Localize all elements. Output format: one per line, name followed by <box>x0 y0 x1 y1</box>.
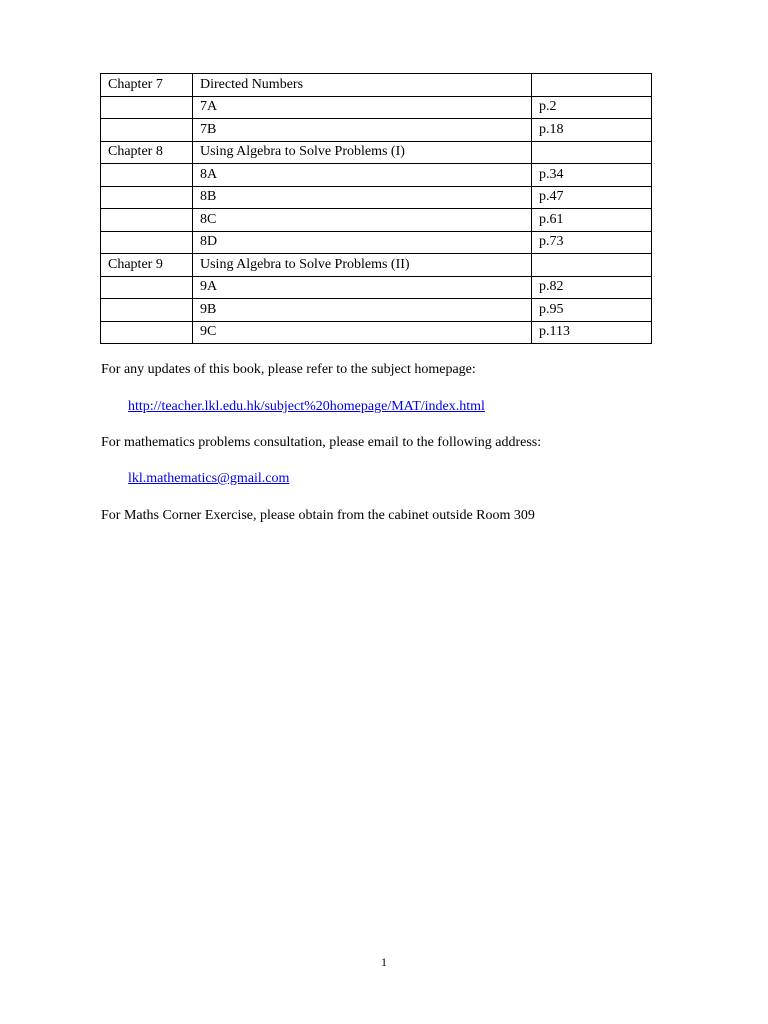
chapter-cell <box>101 209 193 232</box>
chapter-cell <box>101 119 193 142</box>
chapter-cell <box>101 299 193 322</box>
section-title-cell: 8D <box>193 231 532 254</box>
page-ref-cell: p.34 <box>532 164 652 187</box>
chapter-cell <box>101 321 193 344</box>
table-row <box>101 96 652 119</box>
subject-homepage-link[interactable]: http://teacher.lkl.edu.hk/subject%20homepage/MAT/index.html <box>128 399 485 414</box>
page-ref-cell: p.47 <box>532 186 652 209</box>
page-ref-cell <box>532 141 652 164</box>
chapter-contents-table <box>100 73 652 344</box>
table-row <box>101 141 652 164</box>
table-row <box>101 231 652 254</box>
chapter-cell <box>101 186 193 209</box>
page-ref-cell <box>532 74 652 97</box>
updates-note: For any updates of this book, please refer to the subject homepage: <box>101 362 476 377</box>
table-row <box>101 74 652 97</box>
page-ref-cell: p.18 <box>532 119 652 142</box>
table-row <box>101 254 652 277</box>
section-title-cell: Using Algebra to Solve Problems (II) <box>193 254 532 277</box>
chapter-cell: Chapter 9 <box>101 254 193 277</box>
consultation-note: For mathematics problems consultation, please email to the following address: <box>101 435 542 450</box>
section-title-cell: Directed Numbers <box>193 74 532 97</box>
section-title-cell: 8C <box>193 209 532 232</box>
chapter-cell: Chapter 8 <box>101 141 193 164</box>
table-row <box>101 119 652 142</box>
table-row <box>101 299 652 322</box>
section-title-cell: 9C <box>193 321 532 344</box>
section-title-cell: 7B <box>193 119 532 142</box>
section-title-cell: 7A <box>193 96 532 119</box>
page-ref-cell: p.73 <box>532 231 652 254</box>
table-row <box>101 186 652 209</box>
page-number: 1 <box>381 955 387 969</box>
chapter-cell <box>101 164 193 187</box>
page-ref-cell <box>532 254 652 277</box>
table-row <box>101 209 652 232</box>
chapter-cell <box>101 96 193 119</box>
table-row <box>101 321 652 344</box>
chapter-cell <box>101 231 193 254</box>
page-ref-cell: p.113 <box>532 321 652 344</box>
table-row <box>101 164 652 187</box>
section-title-cell: 8A <box>193 164 532 187</box>
chapter-cell: Chapter 7 <box>101 74 193 97</box>
section-title-cell: 9B <box>193 299 532 322</box>
page-ref-cell: p.95 <box>532 299 652 322</box>
section-title-cell: Using Algebra to Solve Problems (I) <box>193 141 532 164</box>
section-title-cell: 9A <box>193 276 532 299</box>
page-ref-cell: p.61 <box>532 209 652 232</box>
page-ref-cell: p.2 <box>532 96 652 119</box>
chapter-cell <box>101 276 193 299</box>
section-title-cell: 8B <box>193 186 532 209</box>
email-link[interactable]: lkl.mathematics@gmail.com <box>128 471 290 486</box>
maths-corner-note: For Maths Corner Exercise, please obtain from the cabinet outside Room 309 <box>101 508 535 523</box>
page-ref-cell: p.82 <box>532 276 652 299</box>
table-row <box>101 276 652 299</box>
